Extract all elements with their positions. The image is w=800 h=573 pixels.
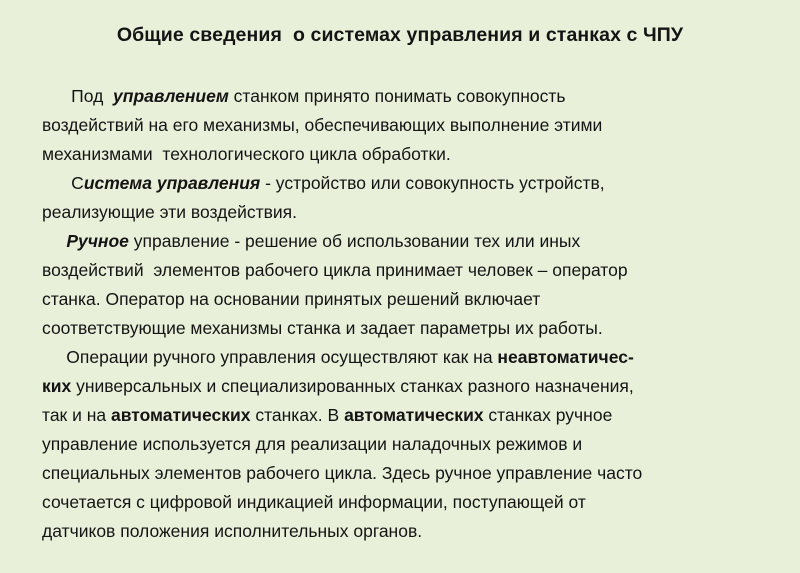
text-run: реализующие эти воздействия.: [42, 202, 298, 222]
text-run: специальных элементов рабочего цикла. Здесь ручное управление часто: [42, 463, 643, 483]
text-line: [42, 256, 782, 285]
text-run: - устройство или совокупность устройств,: [260, 173, 605, 193]
emphasized-term: автоматических: [110, 405, 251, 425]
text-run: Под: [42, 86, 114, 106]
emphasized-term: ких: [42, 376, 72, 396]
text-line: [42, 227, 782, 256]
text-run: станка. Оператор на основании принятых решений включает: [42, 289, 541, 309]
emphasized-term: истема управления: [83, 173, 261, 193]
emphasized-term: Ручное: [66, 231, 129, 251]
text-line: [42, 372, 782, 401]
text-line: [42, 430, 782, 459]
text-line: [42, 82, 782, 111]
text-line: [42, 401, 782, 430]
text-line: [42, 314, 782, 343]
text-run: [42, 231, 66, 251]
emphasized-term: управлением: [113, 86, 229, 106]
text-run: воздействий элементов рабочего цикла принимает человек – оператор: [42, 260, 628, 280]
text-line: [42, 488, 782, 517]
emphasized-term: неавтоматичес-: [497, 347, 634, 367]
emphasized-term: автоматических: [344, 405, 484, 425]
text-run: Операции ручного управления осуществляют как на: [42, 347, 498, 367]
text-run: сочетается с цифровой индикацией информации, поступающей от: [42, 492, 586, 512]
text-line: [42, 111, 782, 140]
text-line: [42, 459, 782, 488]
text-line: [42, 343, 782, 372]
text-line: [42, 169, 782, 198]
text-run: управление - решение об использовании тех или иных: [128, 231, 581, 251]
text-run: станках ручное: [483, 405, 613, 425]
text-line: [42, 517, 782, 546]
text-run: механизмами технологического цикла обработки.: [42, 144, 451, 164]
text-run: станком принято понимать совокупность: [228, 86, 566, 106]
text-line: [42, 140, 782, 169]
text-run: так и на: [42, 405, 111, 425]
text-run: соответствующие механизмы станка и задает параметры их работы.: [42, 318, 603, 338]
text-run: станках. В: [250, 405, 345, 425]
slide-title: Общие сведения о системах управления и станках с ЧПУ: [116, 24, 684, 46]
text-line: [42, 285, 782, 314]
text-run: датчиков положения исполнительных органов.: [42, 521, 423, 541]
text-run: воздействий на его механизмы, обеспечивающих выполнение этими: [42, 115, 603, 135]
text-run: управление используется для реализации наладочных режимов и: [42, 434, 583, 454]
slide-body-text: [42, 82, 782, 546]
text-run: С: [42, 173, 84, 193]
text-run: универсальных и специализированных станках разного назначения,: [71, 376, 634, 396]
text-line: [42, 198, 782, 227]
